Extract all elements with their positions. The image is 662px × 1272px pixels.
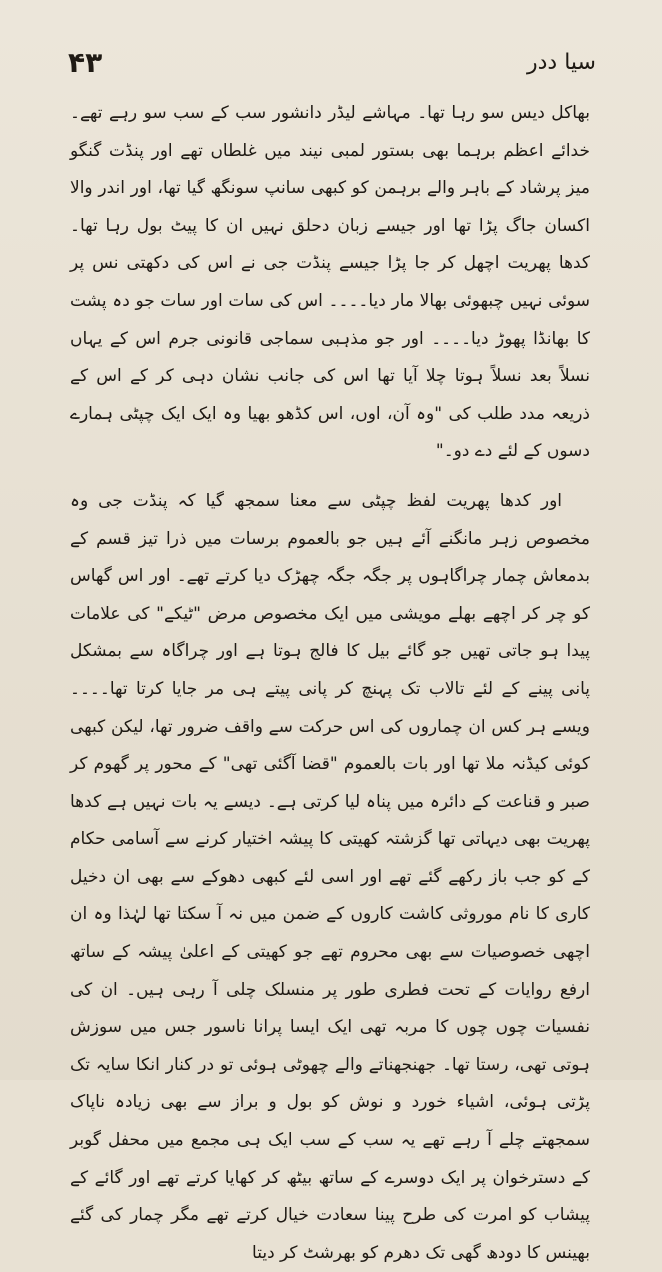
page-number: ۴۳ <box>68 46 103 79</box>
running-title: سیا ددر <box>527 50 596 75</box>
page-header <box>68 42 596 88</box>
paragraph-gap <box>70 471 590 483</box>
paragraph-2: اور کدھا پھریت لفظ چپٹی سے معنا سمجھ گیا کہ پنڈت جی وہ مخصوص زہر مانگنے آئے ہیں جو بالعموم برسات میں ذرا تیز قسم کے بدمعاش چمار چراگاہوں پر جگہ جگہ چھڑک دیا کرتے تھے۔ اور اس گھاس کو چر کر اچھے بھلے مویشی میں ایک مخصوص مرض "ٹیکے" کی علامات پیدا ہو جاتی تھیں جو گائے بیل کا فالج ہوتا ہے اور چراگاہ سے بمشکل پانی پینے کے لئے تالاب تک پہنچ کر پانی پیتے ہی مر جایا کرتا تھا۔۔۔۔ ویسے ہر کس ان چماروں کی اس حرکت سے واقف ضرور تھا، لیکن کبھی کوئی کیڈنہ ملا تھا اور بات بالعموم "قضا آگئی تھی" کے محور پر گھوم کر صبر و قناعت کے دائرہ میں پناہ لیا کرتی ہے۔ دیسے یہ بات نہیں ہے کدھا پھریت بھی دیہاتی تھا گزشتہ کھیتی کا پیشہ اختیار کرنے سے آسامی حکام کے کو جب باز رکھے گئے تھے اور اسی لئے کبھی دھوکے سے بھی ان دخیل کاری کا نام موروثی کاشت کاروں کے ضمن میں نہ آ سکتا تھا لہٰذا وہ ان اچھی خصوصیات سے بھی محروم تھے جو کھیتی کے اعلیٰ پیشہ کے ساتھ ارفع روایات کے تحت فطری طور پر منسلک چلی آ رہی ہیں۔ ان کی نفسیات چوں چوں کا مربہ تھی ایک ایسا پرانا ناسور جس میں سوزش ہوتی تھی، رستا تھا۔ جھنجھناتے والے چھوٹی ہوئی تو در کنار انکا سایہ تک پڑتی ہوئی، اشیاء خورد و نوش کو بول و براز سے بھی زیادہ ناپاک سمجھتے چلے آ رہے تھے یہ سب کے سب ایک ہی مجمع میں محفل گوبر کے دسترخوان پر ایک دوسرے کے ساتھ بیٹھ کر کھایا کرتے تھے اور گائے کے پیشاب کو امرت کی طرح پینا سعادت خیال کرتے تھے مگر چمار کی گئے بھینس کا دودھ گھی تک دھرم کو بھرشٹ کر دیتا <box>70 490 590 1263</box>
paragraph-1: بھاکل دیس سو رہا تھا۔ مہاشے لیڈر دانشور سب کے سب سو رہے تھے۔ خدائے اعظم برہما بھی بستور لمبی نیند میں غلطاں تھے اور پنڈت گنگو میز پرشاد کے باہر والے برہمن کو کبھی سانپ سونگھ گیا تھا، اور اندر والا اکسان جاگ پڑا تھا اور جیسے زبان دحلق نہیں ان کا پیٹ بول رہا تھا۔ کدھا پھریت اچھل کر جا پڑا جیسے پنڈت جی نے اس کی دکھتی نس پر سوئی نہیں چبھوئی بھالا مار دیا۔۔۔۔ اس کی سات اور سات جو دہ پشت کا بھانڈا پھوڑ دیا۔۔۔۔ اور جو مذہبی سماجی قانونی جرم اس کے یہاں نسلاً بعد نسلاً ہوتا چلا آیا تھا اس کی جانب نشان دہی کر کے اس کے ذریعہ مدد طلب کی "وہ آن، اوں، اس کڈھو بھیا وہ ایک ایک چپٹی ہمارے دسوں کے لئے دے دو۔" <box>70 103 590 462</box>
body-text <box>70 95 590 1272</box>
